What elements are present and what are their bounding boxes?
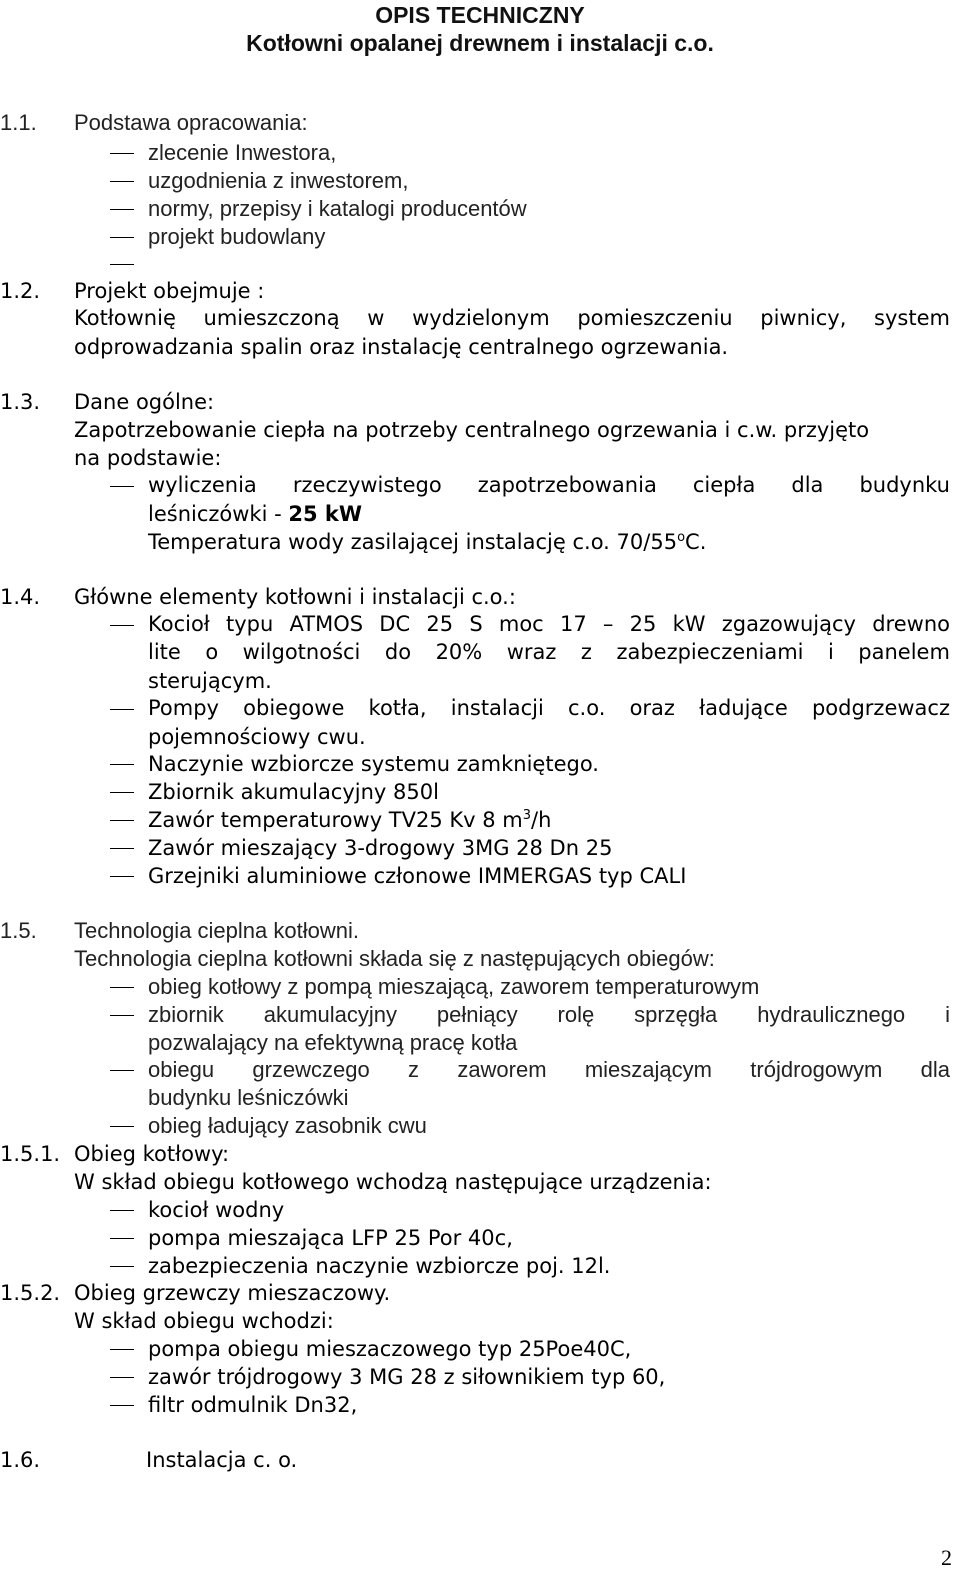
section-heading-1-5: Technologia cieplna kotłowni. — [74, 918, 359, 943]
list-item: obieg kotłowy z pompą mieszającą, zaworem temperaturowym — [148, 974, 760, 999]
word: ATMOS — [289, 612, 364, 636]
list-item — [148, 1057, 950, 1083]
list-item: pompa mieszająca LFP 25 Por 40c, — [148, 1226, 513, 1250]
word: ładujące — [699, 696, 788, 720]
word: obiegowe — [243, 696, 345, 720]
section-heading-1-1: Podstawa opracowania: — [74, 110, 308, 135]
section-heading-1-4: Główne elementy kotłowni i instalacji c.o.: — [74, 585, 516, 609]
word: 17 — [559, 612, 587, 636]
dash-bullet — [110, 987, 134, 988]
word: budynku — [859, 473, 950, 497]
temperature-line: Temperatura wody zasilającej instalację c.o. 70/55$^o$C. — [148, 530, 707, 554]
dash-bullet — [110, 181, 134, 182]
list-item: Zawór mieszający 3-drogowy 3MG 28 Dn 25 — [148, 836, 613, 860]
list-item-cont: pojemnościowy cwu. — [148, 725, 366, 749]
list-item — [148, 696, 950, 720]
section-heading-1-5-1: Obieg kotłowy: — [74, 1142, 230, 1166]
word: sprzęgła — [634, 1002, 718, 1027]
paragraph-line — [74, 306, 950, 330]
dash-bullet — [110, 1377, 134, 1378]
paragraph-line: Technologia cieplna kotłowni składa się z następujących obiegów: — [74, 946, 715, 971]
word: wydzielonym — [412, 306, 550, 330]
list-item: Zbiornik akumulacyjny 850l — [148, 780, 439, 804]
dash-bullet — [110, 764, 134, 765]
word: i — [827, 640, 834, 664]
dash-bullet — [110, 209, 134, 210]
list-item — [148, 473, 950, 497]
dash-bullet — [110, 1349, 134, 1350]
list-item: kocioł wodny — [148, 1198, 285, 1222]
list-item: Grzejniki aluminiowe członowe IMMERGAS typ CALI — [148, 864, 687, 888]
word: podgrzewacz — [811, 696, 950, 720]
list-item — [148, 612, 950, 636]
section-number-1-2: 1.2. — [0, 279, 41, 303]
word: system — [874, 306, 950, 330]
list-item-cont — [148, 640, 950, 664]
list-item — [148, 1002, 950, 1028]
word: rolę — [557, 1002, 595, 1027]
word: oraz — [629, 696, 675, 720]
word: akumulacyjny — [263, 1002, 397, 1027]
word: zbiornik — [148, 1002, 224, 1027]
word: ciepła — [692, 473, 756, 497]
list-item-cont: pozwalający na efektywną pracę kotła — [148, 1030, 518, 1055]
word: w — [367, 306, 385, 330]
word: wraz — [506, 640, 557, 664]
word: i — [945, 1002, 950, 1027]
paragraph-line: na podstawie: — [74, 446, 222, 470]
section-number-1-5-1: 1.5.1. — [0, 1142, 61, 1166]
word: drewno — [872, 612, 950, 636]
word: dla — [791, 473, 824, 497]
section-heading-1-5-2: Obieg grzewczy mieszaczowy. — [74, 1281, 391, 1305]
word: 20% — [435, 640, 483, 664]
page-number: 2 — [941, 1545, 952, 1570]
word: pomieszczeniu — [577, 306, 733, 330]
dash-bullet — [110, 1126, 134, 1127]
dash-bullet — [110, 153, 134, 154]
dash-bullet — [110, 1015, 134, 1016]
section-heading-1-2: Projekt obejmuje : — [74, 279, 265, 303]
word: obiegu — [148, 1057, 215, 1082]
section-number-1-6: 1.6. — [0, 1448, 41, 1472]
section-number-1-1: 1.1. — [0, 110, 37, 135]
dash-bullet — [110, 486, 134, 487]
word: c.o. — [568, 696, 606, 720]
section-number-1-3: 1.3. — [0, 390, 41, 414]
word: pełniący — [436, 1002, 518, 1027]
paragraph-line: Zapotrzebowanie ciepła na potrzeby centralnego ogrzewania i c.w. przyjęto — [74, 418, 870, 442]
section-number-1-5-2: 1.5.2. — [0, 1281, 61, 1305]
dash-bullet — [110, 1070, 134, 1071]
list-item: uzgodnienia z inwestorem, — [148, 168, 409, 193]
dash-bullet — [110, 264, 134, 265]
section-heading-1-3: Dane ogólne: — [74, 390, 215, 414]
document-title: OPIS TECHNICZNY — [375, 2, 585, 28]
word: zapotrzebowania — [477, 473, 657, 497]
word: instalacji — [450, 696, 544, 720]
dash-bullet — [110, 1266, 134, 1267]
word: do — [384, 640, 412, 664]
dash-bullet — [110, 709, 134, 710]
list-item: zlecenie Inwestora, — [148, 140, 337, 165]
list-item-cont: sterującym. — [148, 669, 272, 693]
word: – — [602, 612, 614, 636]
word: Kotłownię — [74, 306, 176, 330]
dash-bullet — [110, 1405, 134, 1406]
list-item: zawór trójdrogowy 3 MG 28 z siłownikiem typ 60, — [148, 1365, 666, 1389]
word: zgazowujący — [721, 612, 856, 636]
word: lite — [148, 640, 181, 664]
dash-bullet — [110, 625, 134, 626]
dash-bullet — [110, 237, 134, 238]
word: piwnicy, — [760, 306, 847, 330]
dash-bullet — [110, 876, 134, 877]
word: Pompy — [148, 696, 219, 720]
dash-bullet — [110, 1210, 134, 1211]
word: wilgotności — [242, 640, 361, 664]
list-item: zabezpieczenia naczynie wzbiorcze poj. 12l. — [148, 1254, 611, 1278]
word: hydraulicznego — [757, 1002, 906, 1027]
list-item: projekt budowlany — [148, 224, 326, 249]
list-item: filtr odmulnik Dn32, — [148, 1393, 358, 1417]
word: o — [205, 640, 219, 664]
word: wyliczenia — [148, 473, 257, 497]
word: typu — [226, 612, 274, 636]
word: 25 — [426, 612, 454, 636]
section-number-1-4: 1.4. — [0, 585, 41, 609]
paragraph-line: W skład obiegu kotłowego wchodzą następujące urządzenia: — [74, 1170, 712, 1194]
section-heading-1-6: Instalacja c. o. — [146, 1448, 298, 1472]
word: zaworem — [457, 1057, 547, 1082]
word: S — [469, 612, 483, 636]
list-item: Zawór temperaturowy TV25 Kv 8 $m^3/h$ — [148, 808, 552, 832]
paragraph-line: odprowadzania spalin oraz instalację centralnego ogrzewania. — [74, 335, 729, 359]
paragraph-line: W skład obiegu wchodzi: — [74, 1309, 334, 1333]
dash-bullet — [110, 1238, 134, 1239]
word: umieszczoną — [203, 306, 340, 330]
dash-bullet — [110, 820, 134, 821]
word: rzeczywistego — [292, 473, 442, 497]
word: z — [580, 640, 592, 664]
list-item: Naczynie wzbiorcze systemu zamkniętego. — [148, 752, 599, 776]
word: zabezpieczeniami — [616, 640, 804, 664]
word: moc — [498, 612, 544, 636]
word: DC — [379, 612, 411, 636]
document-subtitle: Kotłowni opalanej drewnem i instalacji c.o. — [246, 30, 714, 56]
word: kW — [672, 612, 706, 636]
word: trójdrogowym — [750, 1057, 883, 1082]
list-item: normy, przepisy i katalogi producentów — [148, 196, 527, 221]
word: grzewczego — [252, 1057, 370, 1082]
word: dla — [920, 1057, 950, 1082]
word: panelem — [858, 640, 950, 664]
list-item: obieg ładujący zasobnik cwu — [148, 1113, 427, 1138]
dash-bullet — [110, 848, 134, 849]
list-item-cont: leśniczówki - 25 kW — [148, 502, 363, 526]
dash-bullet — [110, 792, 134, 793]
list-item: pompa obiegu mieszaczowego typ 25Poe40C, — [148, 1337, 632, 1361]
section-number-1-5: 1.5. — [0, 918, 37, 943]
list-item-cont: budynku leśniczówki — [148, 1085, 349, 1110]
word: Kocioł — [148, 612, 210, 636]
word: 25 — [629, 612, 657, 636]
word: kotła, — [368, 696, 427, 720]
word: z — [408, 1057, 420, 1082]
word: mieszającym — [584, 1057, 712, 1082]
